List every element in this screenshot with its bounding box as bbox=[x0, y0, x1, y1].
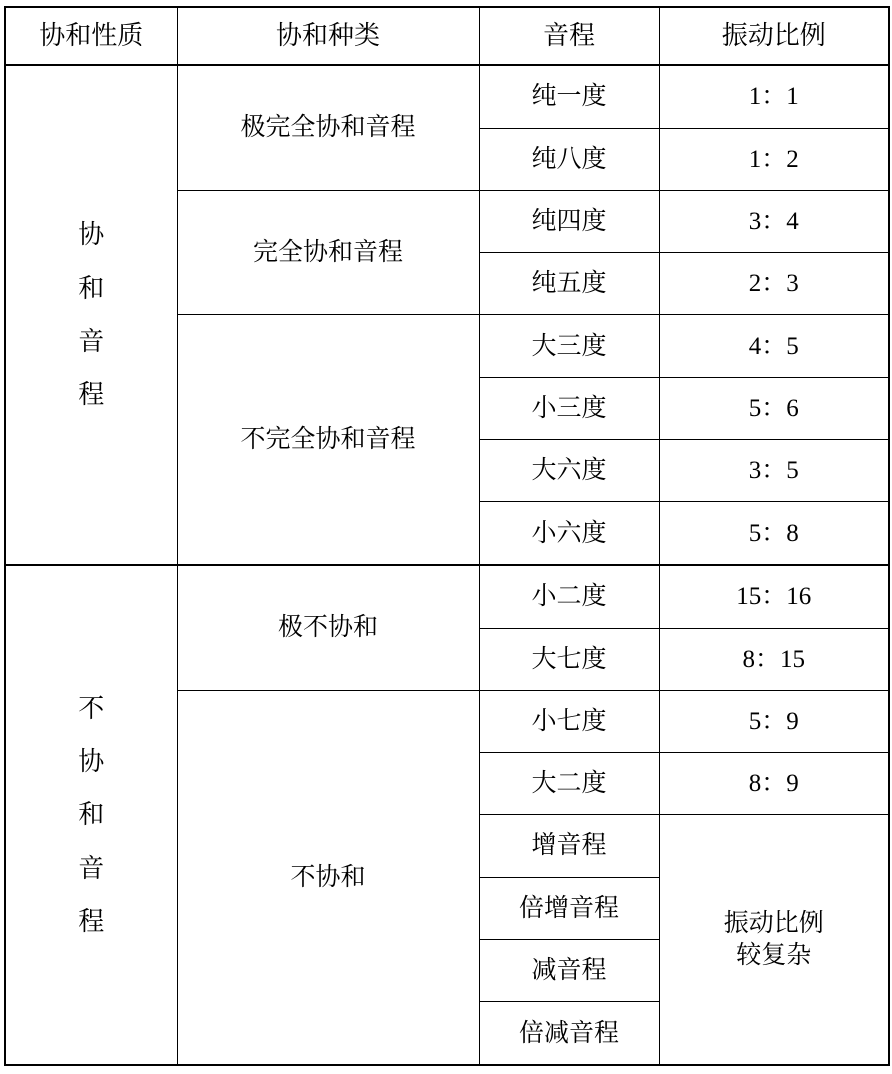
interval-cell: 小三度 bbox=[479, 377, 659, 439]
column-header-nature: 协和性质 bbox=[5, 7, 177, 65]
nature-char: 和 bbox=[78, 273, 105, 303]
nature-char: 协 bbox=[78, 747, 105, 777]
interval-consonance-table bbox=[4, 6, 890, 1066]
ratio-cell-complex bbox=[659, 815, 889, 1065]
nature-char: 协 bbox=[78, 220, 105, 250]
interval-cell: 纯八度 bbox=[479, 128, 659, 190]
interval-cell: 小六度 bbox=[479, 502, 659, 565]
nature-char: 音 bbox=[78, 326, 105, 356]
nature-cell-consonant bbox=[5, 65, 177, 565]
nature-char: 和 bbox=[78, 800, 105, 830]
kind-cell-perfect: 完全协和音程 bbox=[177, 190, 479, 315]
ratio-cell: 15：16 bbox=[659, 565, 889, 628]
interval-cell: 纯五度 bbox=[479, 253, 659, 315]
kind-cell-dissonant: 不协和 bbox=[177, 690, 479, 1065]
nature-char: 不 bbox=[78, 693, 105, 723]
interval-cell: 减音程 bbox=[479, 940, 659, 1002]
nature-char: 音 bbox=[78, 853, 105, 883]
ratio-cell: 5：8 bbox=[659, 502, 889, 565]
column-header-ratio: 振动比例 bbox=[659, 7, 889, 65]
ratio-cell: 3：4 bbox=[659, 190, 889, 252]
interval-cell: 大三度 bbox=[479, 315, 659, 377]
table-header-row bbox=[5, 7, 889, 65]
ratio-cell: 4：5 bbox=[659, 315, 889, 377]
interval-cell: 大七度 bbox=[479, 628, 659, 690]
ratio-cell: 1：1 bbox=[659, 65, 889, 128]
ratio-cell: 8：9 bbox=[659, 753, 889, 815]
interval-cell: 倍增音程 bbox=[479, 877, 659, 939]
interval-cell: 纯四度 bbox=[479, 190, 659, 252]
kind-cell-perfect-unison-octave: 极完全协和音程 bbox=[177, 65, 479, 190]
interval-cell: 大六度 bbox=[479, 440, 659, 502]
ratio-cell: 3：5 bbox=[659, 440, 889, 502]
table-row bbox=[5, 565, 889, 628]
nature-char: 程 bbox=[78, 380, 105, 410]
interval-cell: 小二度 bbox=[479, 565, 659, 628]
interval-cell: 增音程 bbox=[479, 815, 659, 877]
ratio-cell: 5：6 bbox=[659, 377, 889, 439]
complex-ratio-line-1: 振动比例 bbox=[723, 910, 824, 938]
column-header-interval: 音程 bbox=[479, 7, 659, 65]
interval-cell: 倍减音程 bbox=[479, 1002, 659, 1065]
interval-cell: 纯一度 bbox=[479, 65, 659, 128]
kind-cell-extremely-dissonant: 极不协和 bbox=[177, 565, 479, 690]
complex-ratio-line-2: 较复杂 bbox=[736, 941, 812, 969]
table-row bbox=[5, 65, 889, 128]
interval-cell: 小七度 bbox=[479, 690, 659, 752]
ratio-cell: 5：9 bbox=[659, 690, 889, 752]
nature-char: 程 bbox=[78, 906, 105, 936]
interval-cell: 大二度 bbox=[479, 753, 659, 815]
nature-cell-dissonant bbox=[5, 565, 177, 1065]
ratio-cell: 2：3 bbox=[659, 253, 889, 315]
ratio-cell: 1：2 bbox=[659, 128, 889, 190]
kind-cell-imperfect: 不完全协和音程 bbox=[177, 315, 479, 565]
column-header-kind: 协和种类 bbox=[177, 7, 479, 65]
ratio-cell: 8：15 bbox=[659, 628, 889, 690]
